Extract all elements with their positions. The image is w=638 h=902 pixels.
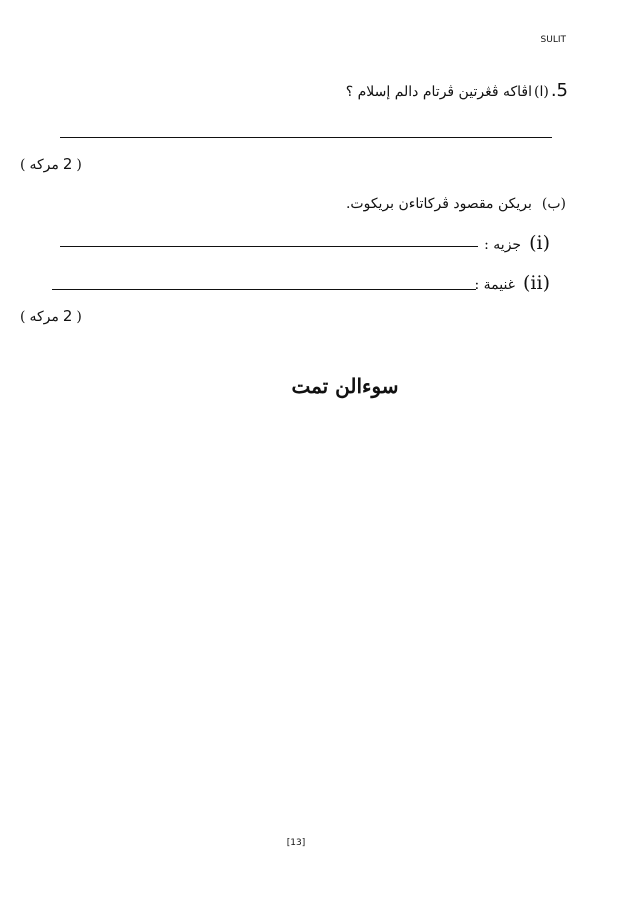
marks-b-unit: مركه bbox=[29, 309, 59, 325]
item-i-term: جزيه : bbox=[484, 237, 522, 253]
classification-label: SULIT bbox=[540, 35, 566, 45]
part-a-text: اڤاكه ڤڠرتين ڤرتام دالم إسلام ؟ bbox=[345, 84, 532, 100]
marks-b-open: ( bbox=[76, 309, 82, 325]
answer-line-i bbox=[60, 246, 478, 247]
part-b-label: (ب) bbox=[541, 196, 566, 212]
marks-a-unit: مركه bbox=[29, 157, 59, 173]
item-i bbox=[484, 232, 550, 254]
end-of-questions-title: سوءالن تمت bbox=[291, 374, 399, 398]
item-ii bbox=[474, 272, 550, 294]
marks-b-close: ) bbox=[20, 309, 26, 325]
marks-b-value: 2 bbox=[62, 307, 73, 325]
question-number: 5. bbox=[550, 80, 568, 101]
marks-a-close: ) bbox=[20, 157, 26, 173]
item-ii-roman: (ii) bbox=[523, 272, 550, 294]
marks-a bbox=[20, 155, 82, 173]
answer-line-ii bbox=[52, 289, 476, 290]
answer-line-a bbox=[60, 137, 552, 138]
question-5-part-a bbox=[346, 80, 568, 101]
marks-b bbox=[20, 307, 82, 325]
page-number: [13] bbox=[286, 838, 306, 848]
marks-a-value: 2 bbox=[62, 155, 73, 173]
item-ii-term: غنيمة : bbox=[474, 277, 515, 293]
part-b-text: بريكن مقصود ڤركاتاءن بريكوت. bbox=[345, 196, 532, 212]
part-a-label: (ا) bbox=[533, 84, 549, 100]
item-i-roman: (i) bbox=[529, 232, 550, 254]
marks-a-open: ( bbox=[76, 157, 82, 173]
question-5-part-b bbox=[346, 196, 566, 212]
